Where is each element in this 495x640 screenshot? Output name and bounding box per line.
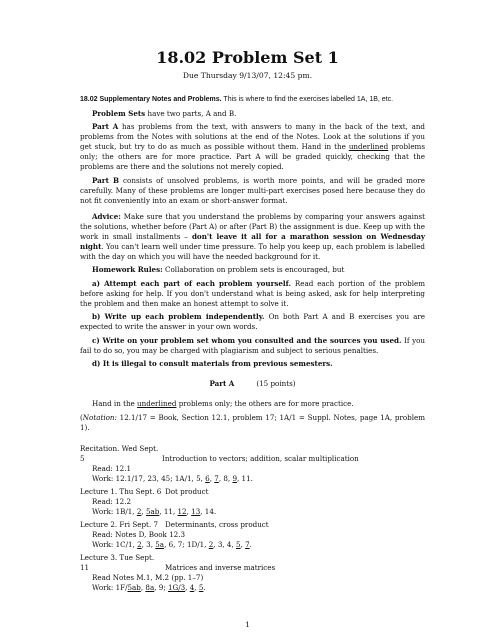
- due-date: Due Thursday 9/13/07, 12:45 pm.: [182, 71, 313, 80]
- work-prefix: Work: 1F/: [92, 582, 128, 592]
- work-item: 1G/3: [168, 582, 186, 592]
- schedule-reading: Read Notes M.1, M.2 (pp. 1–7): [92, 572, 204, 582]
- work-item: 5ab: [145, 506, 160, 516]
- hand-in-instruction: Hand in the underlined problems only; the others are for more practice.: [92, 399, 354, 408]
- work-prefix: Work: 1C/1,: [92, 539, 138, 549]
- schedule-heading: Recitation. Wed Sept. 5: [80, 443, 159, 463]
- schedule-reading: Read: Notes D, Book 12.3: [92, 529, 186, 539]
- work-item: 8a: [145, 582, 155, 592]
- work-item: 7: [245, 539, 250, 549]
- work-item: 7: [214, 473, 219, 483]
- schedule-work: Work: 12.1/17, 23, 45; 1A/1, 5, 6, 7, 8, 9, 11.: [92, 473, 253, 483]
- work-item: 7: [177, 539, 183, 549]
- work-prefix: Work: 12.1/17, 23, 45; 1A/1, 5,: [92, 473, 206, 483]
- work-item: 2: [208, 539, 214, 549]
- work-item: 3: [217, 539, 223, 549]
- problem-sets-paragraph: Problem Sets have two parts, A and B.: [92, 108, 237, 118]
- work-item: 8: [223, 473, 228, 483]
- work-item: 11: [241, 473, 251, 483]
- work-item: 5ab: [127, 582, 141, 592]
- notation-note: (Notation: 12.1/17 = Book, Section 12.1, problem 17; 1A/1 = Suppl. Notes, page 1A, problem 1).: [80, 412, 425, 432]
- schedule-heading: Lecture 2. Fri Sept. 7: [80, 519, 158, 529]
- page-title: 18.02 Problem Set 1: [156, 48, 339, 67]
- part-a-heading: Part A (15 points): [209, 379, 296, 388]
- document-body: [80, 94, 425, 596]
- work-item: 5: [236, 539, 241, 549]
- work-item: 11: [163, 506, 173, 516]
- part-b-paragraph: Part B consists of unsolved problems, is worth more points, and will be graded more carefully. Many of these problems are longer multi-part exercises posed here because they do not fit conveniently into an exam or short-answer format.: [80, 175, 425, 205]
- schedule-entry: [80, 553, 425, 593]
- schedule-topic: Matrices and inverse matrices: [165, 562, 276, 572]
- work-item: 13: [191, 506, 201, 516]
- work-item: 2: [137, 539, 142, 549]
- schedule-entry: [80, 487, 425, 517]
- schedule-entry: [80, 444, 425, 484]
- work-item: 14: [204, 506, 214, 516]
- part-a-paragraph: Part A has problems from the text, with answers to many in the back of the text, and problems from the Notes with solutions at the end of the Notes. Look at the solutions if you get stuck, but try to do as much as possible without them. Hand in the underlined problems only; the others are for more practice. Part A will be graded quickly, checking that the problems are there and the solutions not merely copied.: [80, 122, 425, 171]
- schedule-topic: Introduction to vectors; addition, scalar multiplication: [162, 453, 359, 463]
- work-item: 3: [146, 539, 151, 549]
- homework-rules-paragraph: Homework Rules: Collaboration on problem sets is encouraged, but: [92, 265, 345, 274]
- schedule-list: [80, 444, 425, 593]
- schedule-topic: Dot product: [165, 486, 209, 496]
- work-item: 4: [189, 582, 195, 592]
- page-number: 1: [245, 620, 250, 629]
- schedule-reading: Read: 12.1: [92, 463, 132, 473]
- work-item: 6: [168, 539, 174, 549]
- schedule-work: Work: 1C/1, 2, 3, 5a, 6, 7; 1D/1, 2, 3, 4, 5, 7.: [92, 539, 252, 549]
- work-item: 1D/1: [186, 539, 205, 549]
- schedule-topic: Determinants, cross product: [165, 519, 269, 529]
- rule-a: a) Attempt each part of each problem yourself. Read each portion of the problem before asking for help. If you don't understand what is being asked, ask for help interpreting the problem and then make an honest attempt to solve it.: [80, 278, 425, 308]
- work-item: 9: [158, 582, 164, 592]
- schedule-work: Work: 1B/1, 2, 5ab, 11, 12, 13, 14.: [92, 506, 217, 516]
- work-item: 9: [232, 473, 237, 483]
- rule-c: c) Write on your problem set whom you consulted and the sources you used. If you fail to do so, you may be charged with plagiarism and subject to serious penalties.: [80, 335, 425, 355]
- schedule-heading: Lecture 1. Thu Sept. 6: [80, 486, 162, 496]
- work-item: 5: [198, 582, 204, 592]
- work-item: 12: [177, 506, 187, 516]
- schedule-heading: Lecture 3. Tue Sept. 11: [80, 552, 155, 572]
- advice-paragraph: Advice: Make sure that you understand the problems by comparing your answers against the solutions, whether before (Part A) or after (Part B) the assignment is due. Keep up with the work in small installments – don't leave it all for a marathon session on Wednesday night. You can't learn well under time pressure. To help you keep up, each problem is labelled with the day on which you will have the needed background for it.: [80, 211, 425, 261]
- work-item: 5a: [155, 539, 165, 549]
- schedule-entry: [80, 520, 425, 550]
- schedule-work: Work: 1F/5ab, 8a, 9; 1G/3, 4, 5.: [92, 582, 206, 592]
- work-item: 6: [205, 473, 210, 483]
- rule-b: b) Write up each problem independently. On both Part A and B exercises you are expected to write the answer in your own words.: [80, 312, 425, 331]
- work-item: 2: [136, 506, 142, 516]
- intro-paragraph: 18.02 Supplementary Notes and Problems. This is where to find the exercises labelled 1A, 1B, etc.: [80, 96, 394, 103]
- work-item: 4: [226, 539, 232, 549]
- work-prefix: Work: 1B/1,: [92, 506, 137, 516]
- rule-d: d) It is illegal to consult materials from previous semesters.: [92, 359, 333, 368]
- schedule-reading: Read: 12.2: [92, 496, 132, 506]
